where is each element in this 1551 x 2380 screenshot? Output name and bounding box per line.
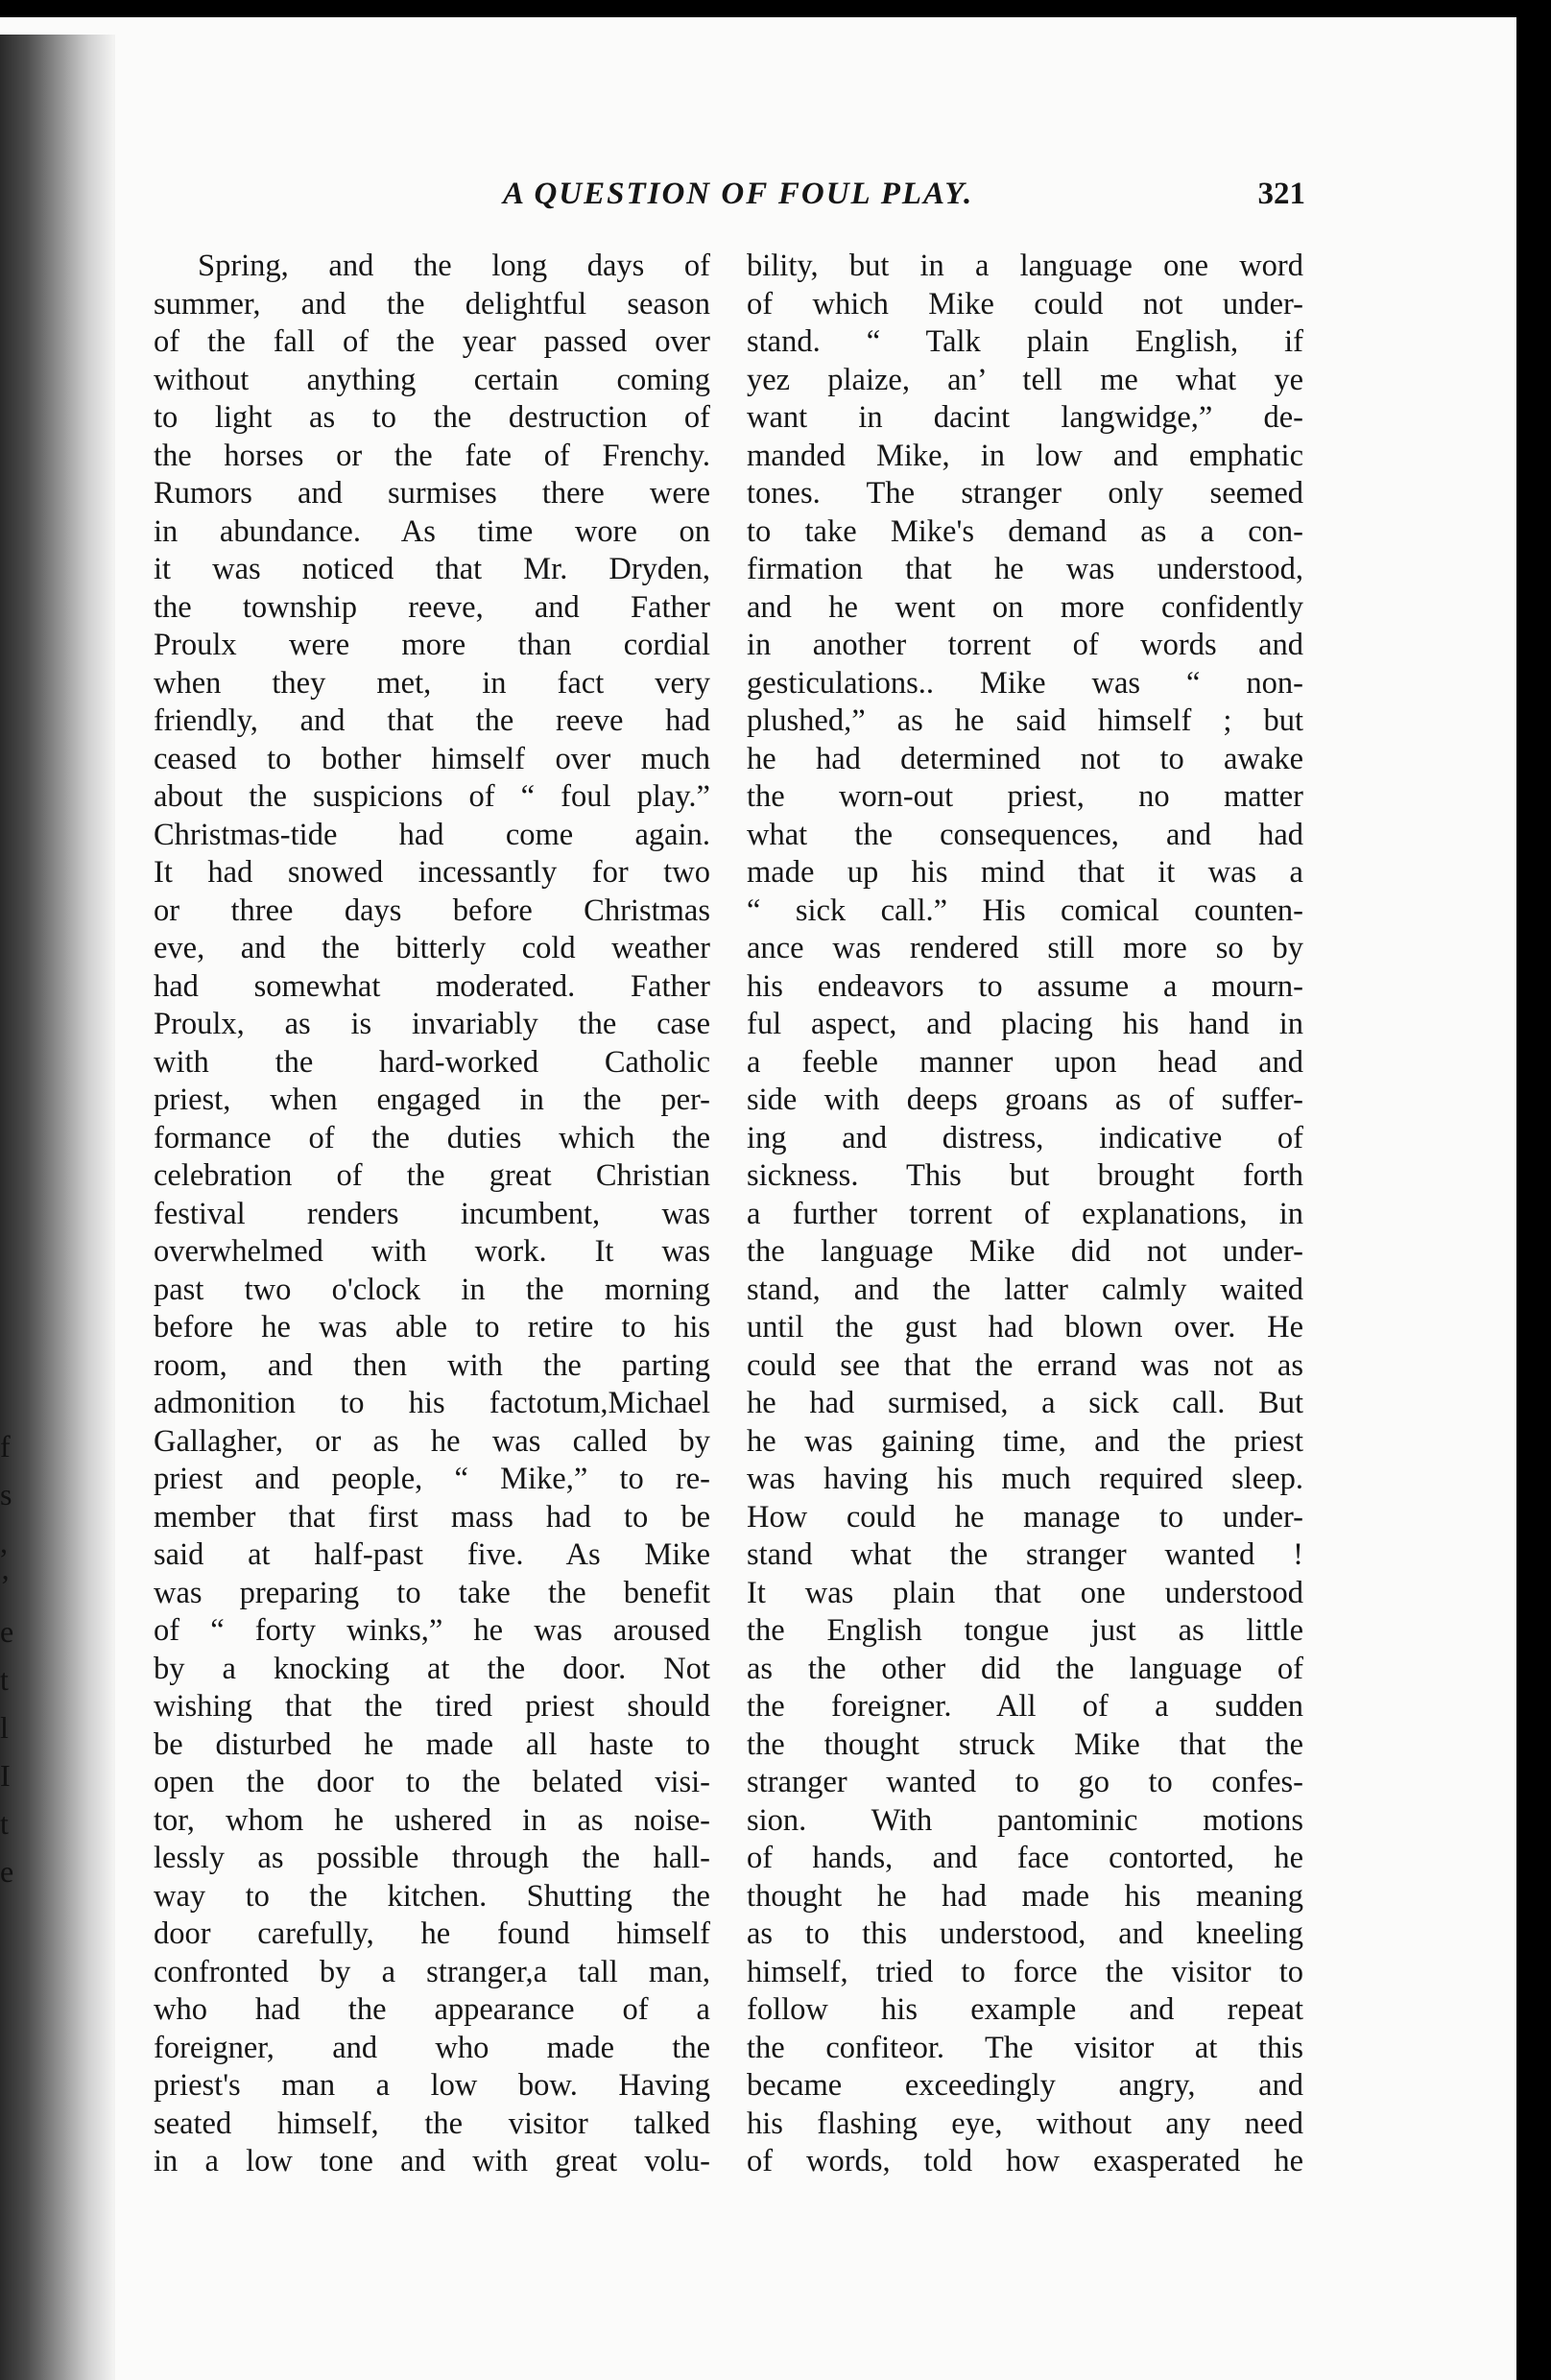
- margin-letter: e: [0, 1854, 14, 1889]
- text-line: ance was rendered still more so by: [747, 931, 1303, 965]
- text-line: of which Mike could not under-: [747, 286, 1303, 321]
- text-line: confronted by a stranger,a tall man,: [154, 1954, 710, 1989]
- text-line: as the other did the language of: [747, 1651, 1303, 1686]
- margin-letter: l: [0, 1710, 9, 1745]
- text-line: festival renders incumbent, was: [154, 1196, 710, 1231]
- text-line: until the gust had blown over. He: [747, 1310, 1303, 1345]
- scan-top-border: [0, 0, 1551, 17]
- text-line: eve, and the bitterly cold weather: [154, 931, 710, 965]
- text-line: yez plaize, an’ tell me what ye: [747, 362, 1303, 397]
- text-line: room, and then with the parting: [154, 1347, 710, 1383]
- text-line: way to the kitchen. Shutting the: [154, 1878, 710, 1914]
- page-number: 321: [1257, 177, 1305, 211]
- text-line: open the door to the belated visi-: [154, 1765, 710, 1799]
- scan-right-border: [1516, 0, 1551, 2380]
- text-line: side with deeps groans as of suffer-: [747, 1083, 1303, 1117]
- text-line: want in dacint langwidge,” de-: [747, 400, 1303, 435]
- text-line: overwhelmed with work. It was: [154, 1234, 710, 1269]
- text-line: of hands, and face contorted, he: [747, 1841, 1303, 1875]
- text-line: wishing that the tired priest should: [154, 1689, 710, 1724]
- text-line: firmation that he was understood,: [747, 552, 1303, 586]
- text-line: past two o'clock in the morning: [154, 1272, 710, 1307]
- text-line: stranger wanted to go to confes-: [747, 1765, 1303, 1799]
- text-line: Gallagher, or as he was called by: [154, 1423, 710, 1459]
- margin-letter: t: [0, 1806, 9, 1841]
- text-line: said at half-past five. As Mike: [154, 1537, 710, 1572]
- text-line: he had determined not to awake: [747, 741, 1303, 776]
- text-line: foreigner, and who made the: [154, 2030, 710, 2065]
- margin-letter: f: [0, 1429, 11, 1464]
- text-line: became exceedingly angry, and: [747, 2068, 1303, 2103]
- text-line: “ sick call.” His comical counten-: [747, 892, 1303, 928]
- text-line: friendly, and that the reeve had: [154, 703, 710, 738]
- text-line: the horses or the fate of Frenchy.: [154, 438, 710, 473]
- text-line: and he went on more confidently: [747, 589, 1303, 625]
- text-line: or three days before Christmas: [154, 892, 710, 928]
- margin-letter: I: [0, 1758, 11, 1793]
- margin-letter: ’: [0, 1568, 11, 1603]
- text-line: was having his much required sleep.: [747, 1462, 1303, 1496]
- text-line: about the suspicions of “ foul play.”: [154, 779, 710, 814]
- text-column-left: [154, 248, 710, 2181]
- text-line: stand, and the latter calmly waited: [747, 1272, 1303, 1307]
- text-line: the language Mike did not under-: [747, 1234, 1303, 1269]
- text-line: with the hard-worked Catholic: [154, 1044, 710, 1080]
- text-line: bility, but in a language one word: [747, 249, 1303, 283]
- text-line: in another torrent of words and: [747, 628, 1303, 662]
- text-line: It had snowed incessantly for two: [154, 855, 710, 890]
- text-line: the foreigner. All of a sudden: [747, 1689, 1303, 1724]
- text-line: formance of the duties which the: [154, 1120, 710, 1155]
- text-line: his flashing eye, without any need: [747, 2106, 1303, 2141]
- page-gutter-shadow: [0, 35, 115, 2380]
- text-line: tones. The stranger only seemed: [747, 476, 1303, 511]
- margin-letter: e: [0, 1614, 14, 1649]
- text-line: priest's man a low bow. Having: [154, 2068, 710, 2103]
- text-line: priest and people, “ Mike,” to re-: [154, 1462, 710, 1496]
- text-line: admonition to his factotum,Michael: [154, 1386, 710, 1420]
- text-line: sion. With pantominic motions: [747, 1802, 1303, 1838]
- margin-letter: t: [0, 1662, 9, 1697]
- text-line: the worn-out priest, no matter: [747, 779, 1303, 814]
- margin-letter: ,: [0, 1525, 8, 1559]
- text-line: it was noticed that Mr. Dryden,: [154, 552, 710, 586]
- text-line: Christmas-tide had come again.: [154, 817, 710, 852]
- text-line: what the consequences, and had: [747, 817, 1303, 852]
- text-line: himself, tried to force the visitor to: [747, 1954, 1303, 1989]
- text-line: he had surmised, a sick call. But: [747, 1386, 1303, 1420]
- text-line: sickness. This but brought forth: [747, 1158, 1303, 1193]
- text-line: door carefully, he found himself: [154, 1916, 710, 1951]
- text-line: Spring, and the long days of: [198, 249, 710, 283]
- text-line: had somewhat moderated. Father: [154, 968, 710, 1004]
- text-line: was preparing to take the benefit: [154, 1575, 710, 1610]
- text-line: member that first mass had to be: [154, 1499, 710, 1535]
- text-line: when they met, in fact very: [154, 665, 710, 701]
- text-line: his endeavors to assume a mourn-: [747, 968, 1303, 1004]
- text-line: ing and distress, indicative of: [747, 1120, 1303, 1155]
- text-line: who had the appearance of a: [154, 1992, 710, 2027]
- text-line: Proulx, as is invariably the case: [154, 1007, 710, 1041]
- text-line: manded Mike, in low and emphatic: [747, 438, 1303, 473]
- text-line: could see that the errand was not as: [747, 1347, 1303, 1383]
- text-line: the township reeve, and Father: [154, 589, 710, 625]
- text-line: of the fall of the year passed over: [154, 324, 710, 359]
- book-page: [0, 17, 1516, 2380]
- text-line: ful aspect, and placing his hand in: [747, 1007, 1303, 1041]
- text-line: be disturbed he made all haste to: [154, 1726, 710, 1762]
- text-line: as to this understood, and kneeling: [747, 1916, 1303, 1951]
- text-line: by a knocking at the door. Not: [154, 1651, 710, 1686]
- text-line: plushed,” as he said himself ; but: [747, 703, 1303, 738]
- text-line: stand. “ Talk plain English, if: [747, 324, 1303, 359]
- text-line: a feeble manner upon head and: [747, 1044, 1303, 1080]
- text-line: lessly as possible through the hall-: [154, 1841, 710, 1875]
- text-line: the thought struck Mike that the: [747, 1726, 1303, 1762]
- text-line: in abundance. As time wore on: [154, 513, 710, 549]
- running-title: A QUESTION OF FOUL PLAY.: [503, 177, 974, 211]
- text-line: It was plain that one understood: [747, 1575, 1303, 1610]
- text-line: summer, and the delightful season: [154, 286, 710, 321]
- text-line: made up his mind that it was a: [747, 855, 1303, 890]
- text-column-right: [747, 248, 1303, 2181]
- text-line: of words, told how exasperated he: [747, 2144, 1303, 2178]
- text-line: thought he had made his meaning: [747, 1878, 1303, 1914]
- text-line: follow his example and repeat: [747, 1992, 1303, 2027]
- text-line: priest, when engaged in the per-: [154, 1083, 710, 1117]
- text-line: of “ forty winks,” he was aroused: [154, 1613, 710, 1648]
- text-line: a further torrent of explanations, in: [747, 1196, 1303, 1231]
- margin-letter: s: [0, 1477, 12, 1511]
- text-line: he was gaining time, and the priest: [747, 1423, 1303, 1459]
- text-line: in a low tone and with great volu-: [154, 2144, 710, 2178]
- text-line: ceased to bother himself over much: [154, 741, 710, 776]
- text-line: before he was able to retire to his: [154, 1310, 710, 1345]
- text-line: without anything certain coming: [154, 362, 710, 397]
- text-line: the confiteor. The visitor at this: [747, 2030, 1303, 2065]
- text-line: How could he manage to under-: [747, 1499, 1303, 1535]
- text-line: Proulx were more than cordial: [154, 628, 710, 662]
- facing-page-fragment: [0, 35, 17, 2380]
- text-line: to light as to the destruction of: [154, 400, 710, 435]
- text-line: Rumors and surmises there were: [154, 476, 710, 511]
- text-line: celebration of the great Christian: [154, 1158, 710, 1193]
- text-line: to take Mike's demand as a con-: [747, 513, 1303, 549]
- text-line: seated himself, the visitor talked: [154, 2106, 710, 2141]
- text-line: stand what the stranger wanted !: [747, 1537, 1303, 1572]
- text-line: the English tongue just as little: [747, 1613, 1303, 1648]
- text-line: gesticulations.. Mike was “ non-: [747, 665, 1303, 701]
- text-line: tor, whom he ushered in as noise-: [154, 1802, 710, 1838]
- page-header: [173, 177, 1305, 234]
